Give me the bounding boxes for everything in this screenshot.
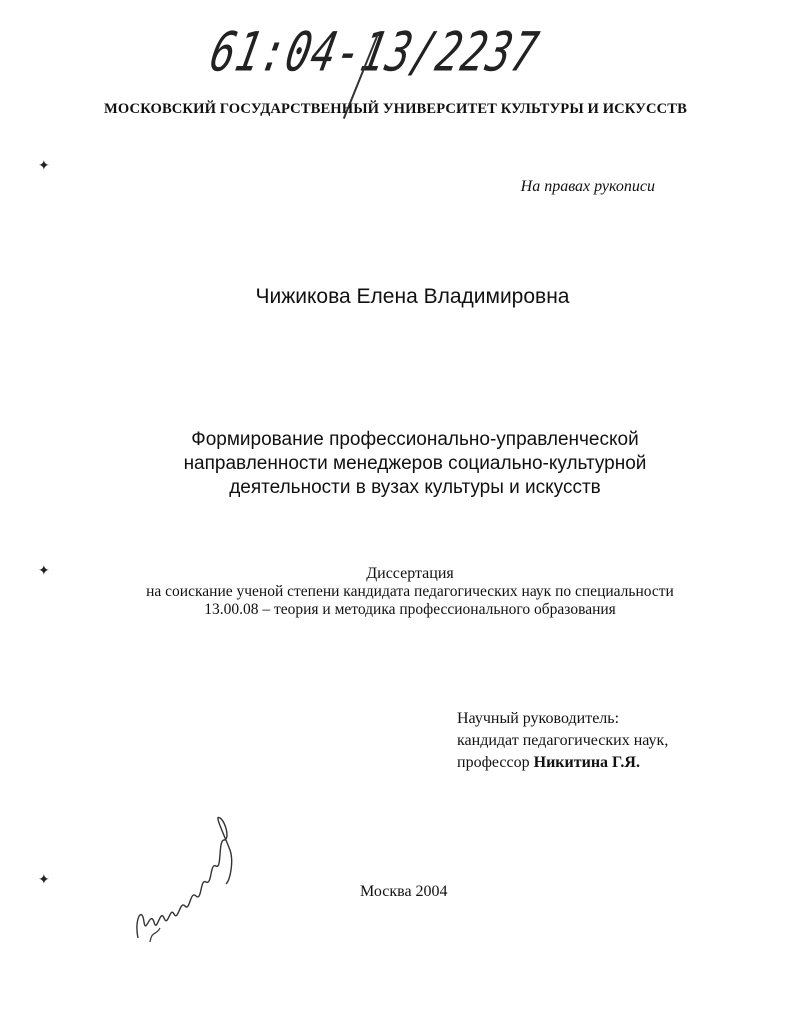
dissertation-info xyxy=(20,565,791,619)
university-name: МОСКОВСКИЙ ГОСУДАРСТВЕННЫЙ УНИВЕРСИТЕТ КУЛЬТУРЫ И ИСКУССТВ xyxy=(104,101,687,117)
supervisor-degree: кандидат педагогических наук, xyxy=(457,732,669,749)
supervisor-block xyxy=(457,708,668,774)
supervisor-rank: профессор xyxy=(457,754,534,771)
supervisor-name: Никитина Г.Я. xyxy=(533,754,640,771)
dissertation-specialty-line: 13.00.08 – теория и методика профессионального образования xyxy=(204,601,616,618)
title-line: Формирование профессионально-управленческой xyxy=(191,429,639,450)
manuscript-note: На правах рукописи xyxy=(520,178,655,195)
title-line: деятельности в вузах культуры и искусств xyxy=(229,477,601,498)
author-name: Чижикова Елена Владимировна xyxy=(255,285,570,308)
supervisor-title-line xyxy=(457,752,668,774)
title-line: направленности менеджеров социально-культурной xyxy=(183,453,647,474)
margin-mark: ✦ xyxy=(38,564,50,579)
margin-mark: ✦ xyxy=(38,873,50,888)
margin-mark: ✦ xyxy=(38,159,50,174)
dissertation-degree-line: на соискание ученой степени кандидата педагогических наук по специальности xyxy=(146,583,674,600)
dissertation-title xyxy=(90,428,740,500)
dissertation-heading: Диссертация xyxy=(366,565,454,582)
handwritten-signature xyxy=(130,810,240,950)
supervisor-label: Научный руководитель: xyxy=(457,710,620,727)
city-year: Москва 2004 xyxy=(360,883,448,900)
handwritten-archive-number: 61:04-13/2237 xyxy=(204,22,545,85)
